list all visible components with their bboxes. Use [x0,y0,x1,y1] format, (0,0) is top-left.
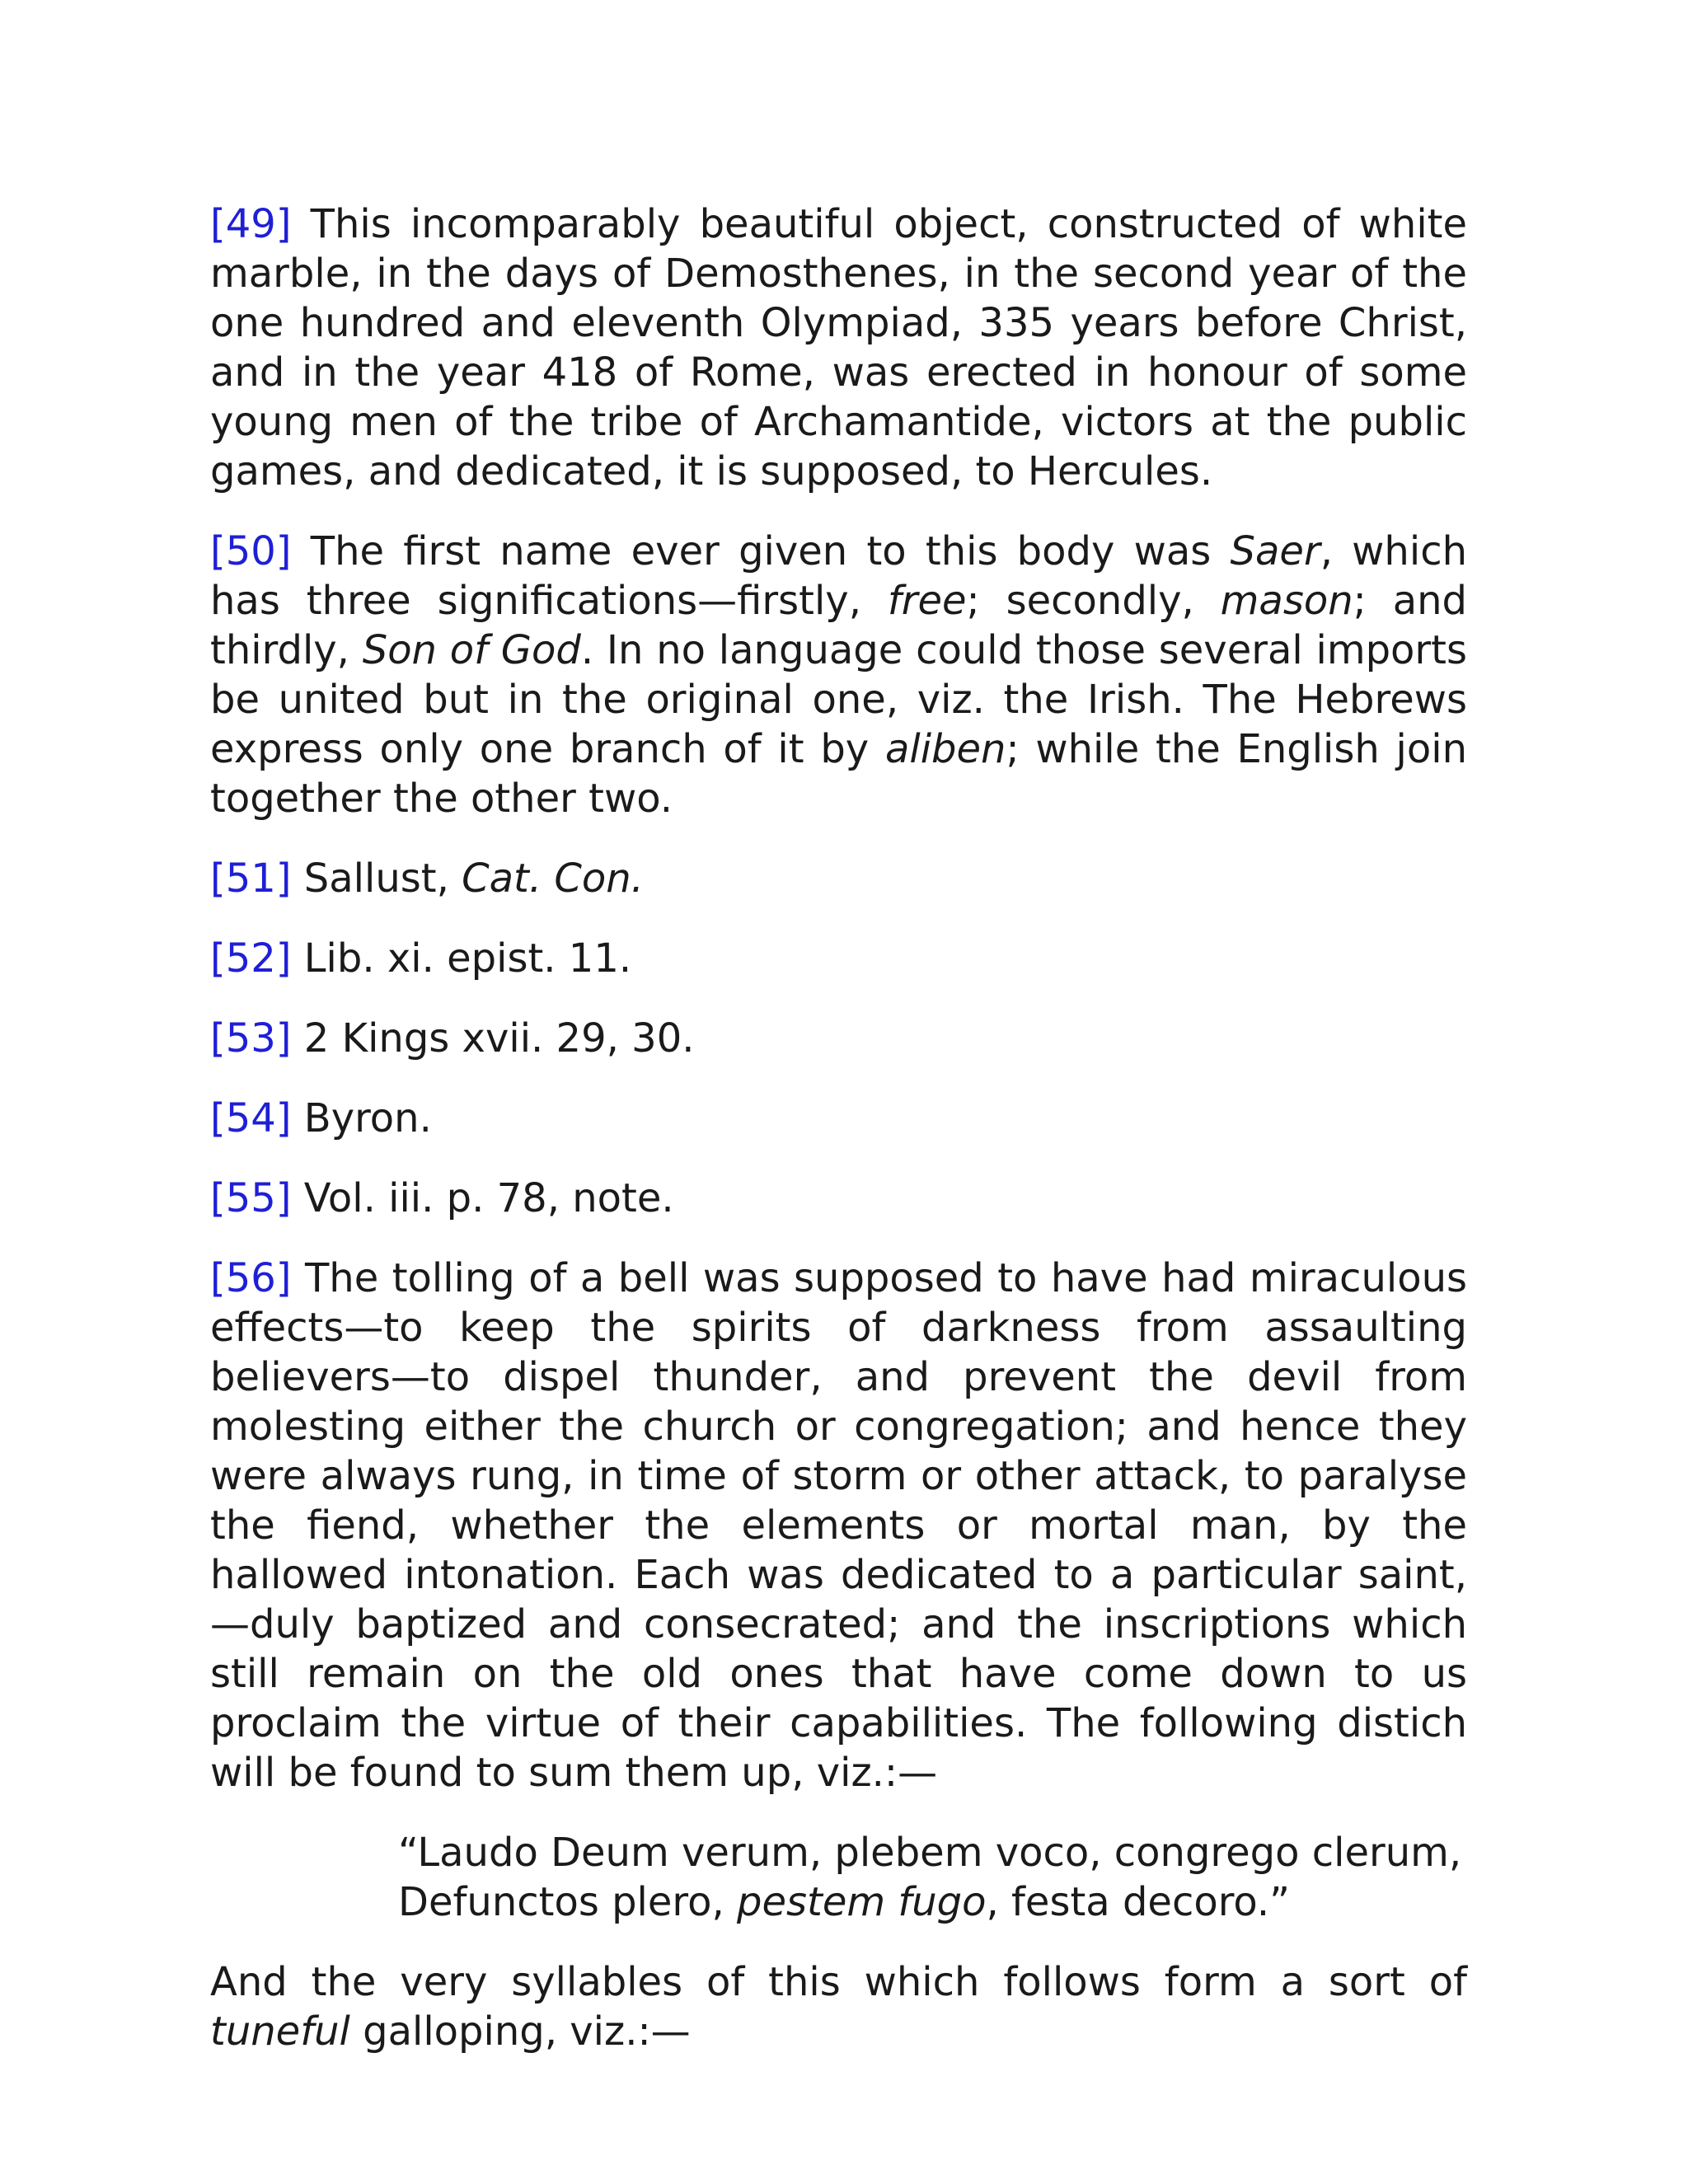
italic-term: aliben [884,726,1006,772]
footnote-53 [210,1014,1467,1063]
italic-term: free [887,578,967,624]
footnotes-page [210,199,1467,2056]
footnote-ref-50[interactable]: [50] [210,528,292,574]
footnote-text: 2 Kings xvii. 29, 30. [291,1015,695,1062]
verse-text: , festa decoro.” [986,1879,1291,1925]
footnote-55 [210,1174,1467,1223]
footnote-text: ; and thirdly, [210,578,1467,673]
italic-term: pestem fugo [736,1879,987,1925]
italic-term: Son of God [362,627,581,673]
verse-text: Defunctos plero, [398,1879,737,1925]
footnote-ref-51[interactable]: [51] [210,855,292,902]
italic-term: Saer [1230,528,1320,574]
footnote-ref-54[interactable]: [54] [210,1095,292,1141]
footnote-text: Sallust, [291,855,462,902]
footnote-text: ; while the English join together the other two. [210,726,1468,822]
footnote-ref-52[interactable]: [52] [210,935,292,982]
footnote-ref-56[interactable]: [56] [210,1255,292,1301]
footnote-52 [210,934,1467,983]
footnote-54 [210,1094,1467,1143]
footnote-ref-49[interactable]: [49] [210,201,292,247]
footnote-text: The first name ever given to this body was [291,528,1231,574]
italic-term: tuneful [210,2008,350,2055]
paragraph-text: And the very syllables of this which follows form a sort of [210,1959,1467,2005]
footnote-ref-53[interactable]: [53] [210,1015,292,1062]
latin-distich [210,1828,1467,1927]
footnote-text: Byron. [291,1095,432,1141]
footnote-text: This incomparably beautiful object, constructed of white marble, in the days of Demosthenes, in the second year of the one hundred and eleventh Olympiad, 335 years before Christ, and in the year 418 of Rome, was erected in honour of some young men of the tribe of Archamantide, victors at the public games, and dedicated, it is supposed, to Hercules. [210,201,1467,494]
footnote-text: , which has three significations—firstly, [210,528,1467,624]
closing-paragraph [210,1957,1467,2056]
footnote-49 [210,199,1467,496]
italic-term: mason [1220,578,1353,624]
verse-line-1: “Laudo Deum verum, plebem voco, congrego clerum, [398,1830,1462,1876]
footnote-51 [210,854,1467,903]
footnote-text: Vol. iii. p. 78, note. [291,1175,674,1221]
footnote-text: The tolling of a bell was supposed to have had miraculous effects—to keep the spirits of darkness from assaulting believers—to dispel thunder, and prevent the devil from molesting either the church or congregation; and hence they were always rung, in time of storm or other attack, to paralyse the fiend, whether the elements or mortal man, by the hallowed intonation. Each was dedicated to a particular saint,—duly baptized and consecrated; and the inscriptions which still remain on the old ones that have come down to us proclaim the virtue of their capabilities. The following distich will be found to sum them up, viz.:— [210,1255,1467,1796]
italic-term: Cat. Con. [462,855,644,902]
footnote-ref-55[interactable]: [55] [210,1175,292,1221]
footnote-text: . In no language could those several imports be united but in the original one, viz. the Irish. The Hebrews express only one branch of it by [210,627,1467,772]
paragraph-text: galloping, viz.:— [349,2008,691,2055]
footnote-50 [210,527,1467,823]
footnote-text: Lib. xi. epist. 11. [291,935,632,982]
footnote-text: ; secondly, [966,578,1221,624]
verse-line-2 [398,1877,1467,1927]
footnote-56 [210,1254,1467,1797]
